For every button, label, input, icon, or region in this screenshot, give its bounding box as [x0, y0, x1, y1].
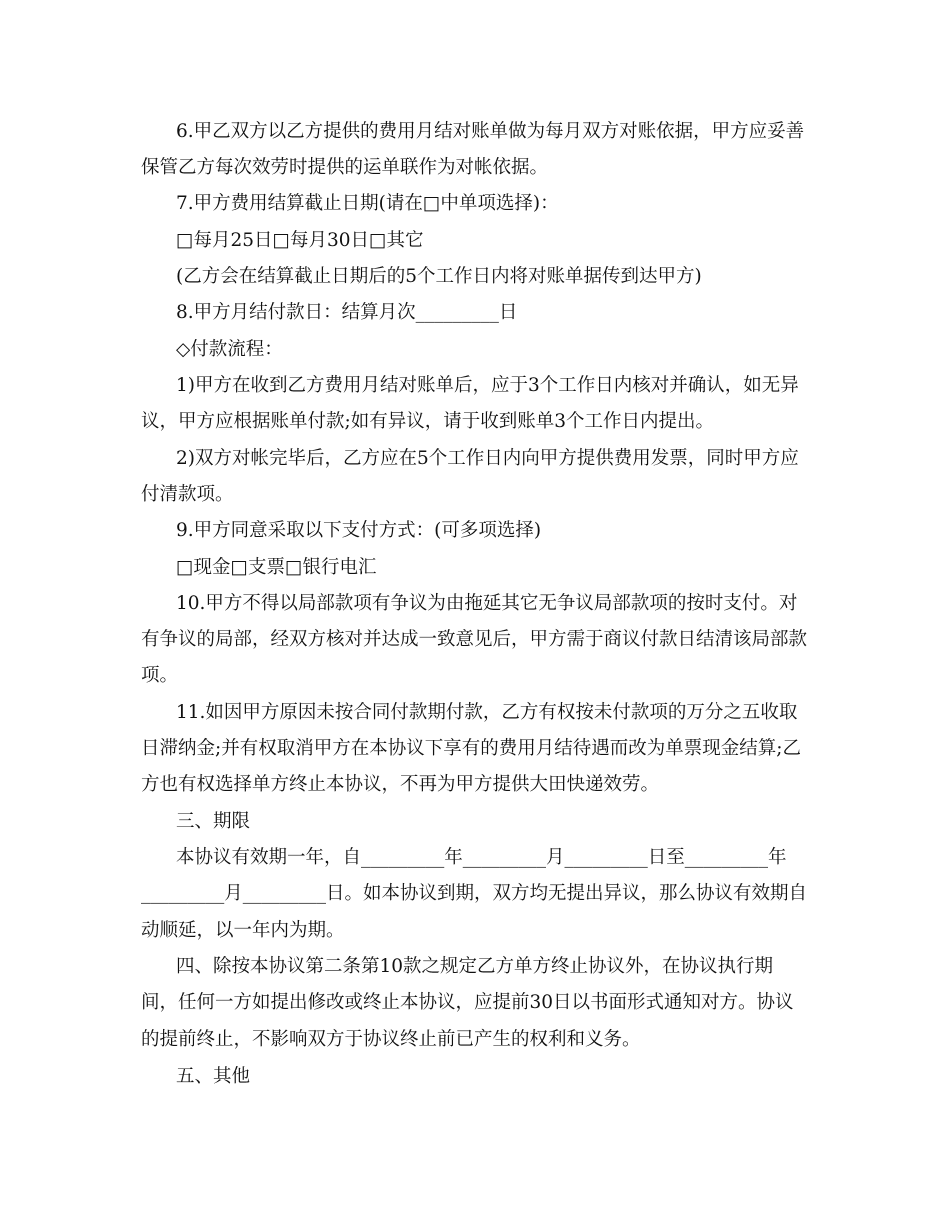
- payment-step-2-line-2: 付清款项。: [141, 484, 234, 505]
- clause-7-line-1: 7.甲方费用结算截止日期(请在□中单项选择)：: [176, 193, 559, 214]
- clause-7-note: (乙方会在结算截止日期后的5个工作日内将对账单据传到达甲方): [176, 266, 702, 287]
- clause-9-line: 9.甲方同意采取以下支付方式：(可多项选择): [176, 520, 542, 541]
- section-4-line-1: 四、除按本协议第二条第10款之规定乙方单方终止协议外，在协议执行期: [176, 956, 774, 977]
- clause-6-line-2: 保管乙方每次效劳时提供的运单联作为对帐依据。: [141, 157, 549, 178]
- clause-8-line: 8.甲方月结付款日：结算月次_________日: [176, 302, 518, 323]
- clause-10-line-3: 项。: [141, 665, 179, 686]
- clause-11-line-2: 日滞纳金;并有权取消甲方在本协议下享有的费用月结待遇而改为单票现金结算;乙: [141, 738, 801, 759]
- clause-11-line-3: 方也有权选择单方终止本协议，不再为甲方提供大田快递效劳。: [141, 774, 660, 795]
- payment-step-1-line-1: 1)甲方在收到乙方费用月结对账单后，应于3个工作日内核对并确认，如无异: [176, 375, 799, 396]
- section-5-heading: 五、其他: [176, 1066, 251, 1087]
- clause-10-line-2: 有争议的局部，经双方核对并达成一致意见后，甲方需于商议付款日结清该局部款: [141, 629, 808, 650]
- clause-10-line-1: 10.甲方不得以局部款项有争议为由拖延其它无争议局部款项的按时支付。对: [176, 593, 798, 614]
- term-line-2: _________月_________日。如本协议到期，双方均无提出异议，那么协议有效期自: [141, 883, 808, 904]
- section-4-line-3: 的提前终止，不影响双方于协议终止前已产生的权利和义务。: [141, 1029, 641, 1050]
- section-4-line-2: 间，任何一方如提出修改或终止本协议，应提前30日以书面形式通知对方。协议: [141, 992, 794, 1013]
- clause-9-options: □现金□支票□银行电汇: [176, 557, 377, 578]
- clause-11-line-1: 11.如因甲方原因未按合同付款期付款，乙方有权按未付款项的万分之五收取: [176, 702, 798, 723]
- clause-6-line-1: 6.甲乙双方以乙方提供的费用月结对账单做为每月双方对账依据，甲方应妥善: [176, 121, 805, 142]
- clause-7-options: □每月25日□每月30日□其它: [176, 230, 424, 251]
- term-line-3: 动顺延，以一年内为期。: [141, 920, 345, 941]
- payment-process-heading: ◇付款流程：: [176, 339, 283, 360]
- payment-step-1-line-2: 议，甲方应根据账单付款;如有异议，请于收到账单3个工作日内提出。: [141, 411, 715, 432]
- term-line-1: 本协议有效期一年，自_________年_________月_________日至_________年: [176, 847, 787, 868]
- payment-step-2-line-1: 2)双方对帐完毕后，乙方应在5个工作日内向甲方提供费用发票，同时甲方应: [176, 448, 799, 469]
- section-3-heading: 三、期限: [176, 811, 251, 832]
